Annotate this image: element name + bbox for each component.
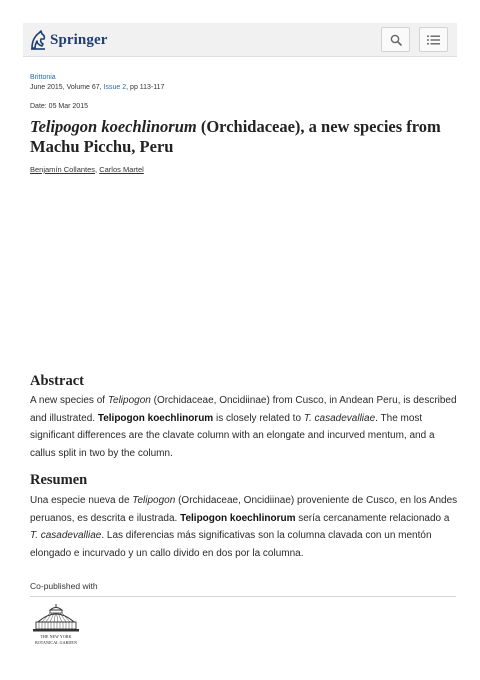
journal-link[interactable]: Brittonia [30,74,56,81]
italic-run: Telipogon [132,495,176,506]
author-link[interactable]: Carlos Martel [99,165,144,174]
text-run: (Orchidaceae, Oncidiinae) proveniente de Cusco, en los Andes peruanos, es descrita e ilustrada. [30,495,458,524]
springer-horse-icon [29,29,47,51]
text-run: . The most significant differences are the clavate column with an elongate and incurved mentum, and a callus split in two by the column. [30,412,435,459]
page-range: , pp 113-117 [126,84,165,91]
volume-line [30,83,164,92]
conservatory-dome-icon [30,602,82,634]
bold-run: Telipogon koechlinorum [97,412,214,424]
text-run: Una especie nueva de [30,495,133,506]
bold-run: Telipogon koechlinorum [180,512,296,524]
search-icon [390,34,402,46]
copublished-label: Co-published with [30,581,98,591]
author-separator: , [95,165,100,174]
menu-button[interactable] [419,27,448,52]
text-run: A new species of [30,395,108,406]
site-header [23,23,457,57]
brand-name: Springer [50,31,108,48]
abstract-heading: Abstract [30,373,84,389]
italic-run: Telipogon [107,395,151,406]
divider [30,596,456,597]
author-link[interactable]: Benjamín Collantes [30,165,96,174]
partner-name-line1: THE NEW YORK [40,634,72,639]
title-rest: (Orchidaceae), a new species from Machu Picchu, Peru [30,117,441,156]
text-run: . Las diferencias más significativas son la columna clavada con un mentón elongado e incurvado y un callo divido en dos por la columna. [30,530,432,559]
issue-link[interactable]: Issue 2 [103,84,127,91]
springer-logo[interactable] [29,27,107,53]
text-run: sería cercanamente relacionado a [295,512,450,524]
search-button[interactable] [381,27,410,52]
text-run: is closely related to [213,412,304,424]
italic-run: T. casadevalliae [30,530,102,541]
partner-name-line2: BOTANICAL GARDEN [35,640,77,645]
italic-run: T. casadevalliae [303,412,376,424]
author-list [30,165,144,174]
journal-line [30,73,56,82]
resumen-heading: Resumen [30,472,88,488]
abstract-text [30,392,458,462]
online-date: Date: 05 Mar 2015 [30,103,88,110]
resumen-text [30,492,458,562]
title-species: Telipogon koechlinorum [30,117,197,136]
menu-icon [427,35,440,45]
article-title [30,117,455,157]
text-run: (Orchidaceae, Oncidiinae) from Cusco, in Andean Peru, is described and illustrated. [30,395,457,424]
date-volume: June 2015, Volume 67, [30,84,102,91]
